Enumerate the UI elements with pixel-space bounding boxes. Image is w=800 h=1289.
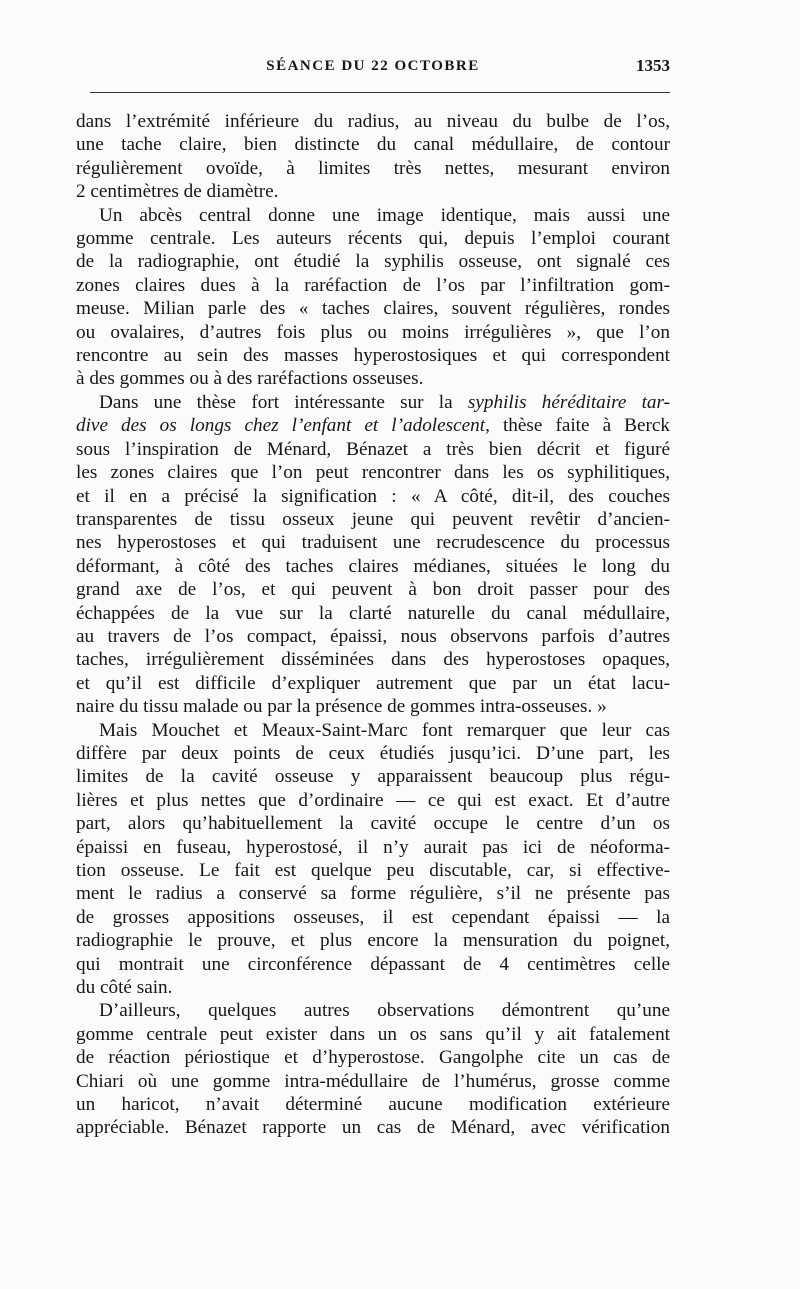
text-line: qui montrait une circonférence dépassant de 4 centimètres celle [76, 953, 670, 975]
text-line: lières et plus nettes que d’ordinaire — ce qui est exact. Et d’autre [76, 789, 670, 811]
text-line: épaissi en fuseau, hyperostosé, il n’y aurait pas ici de néoforma- [76, 836, 670, 858]
text-line: appréciable. Bénazet rapporte un cas de Ménard, avec vérification [76, 1117, 670, 1139]
text-line: Mais Mouchet et Meaux-Saint-Marc font remarquer que leur cas [99, 719, 670, 741]
text-line [76, 414, 670, 437]
page-number: 1353 [636, 56, 670, 75]
text-line: une tache claire, bien distincte du canal médullaire, de contour [76, 134, 670, 156]
text-line: meuse. Milian parle des « taches claires, souvent régulières, rondes [76, 298, 670, 320]
text-line: sous l’inspiration de Ménard, Bénazet a très bien décrit et figuré [76, 438, 670, 460]
text-line: et il en a précisé la signification : « A côté, dit-il, des couches [76, 485, 670, 507]
text-segment: , thèse faite à Berck [485, 415, 670, 437]
italic-title: syphilis héréditaire tar- [467, 391, 671, 413]
text-line: part, alors qu’habituellement la cavité occupe le centre d’un os [76, 813, 670, 835]
page-header [76, 54, 670, 84]
text-line: les zones claires que l’on peut rencontrer dans les os syphilitiques, [76, 462, 670, 484]
text-line: dans l’extrémité inférieure du radius, au niveau du bulbe de l’os, [76, 111, 670, 132]
text-line: un haricot, n’avait déterminé aucune modification extérieure [76, 1094, 670, 1116]
text-line: gomme centrale peut exister dans un os sans qu’il y ait fatalement [76, 1023, 670, 1045]
text-line: Chiari où une gomme intra-médullaire de l’humérus, grosse comme [76, 1070, 670, 1092]
text-line: Un abcès central donne une image identique, mais aussi une [99, 204, 670, 226]
text-line: de la radiographie, ont étudié la syphilis osseuse, ont signalé ces [76, 251, 670, 273]
text-segment: Dans une thèse fort intéressante sur la [99, 391, 468, 413]
italic-title: dive des os longs chez l’enfant et l’adolescent [76, 415, 486, 437]
text-line: D’ailleurs, quelques autres observations démontrent qu’une [99, 1000, 670, 1022]
text-line: régulièrement ovoïde, à limites très nettes, mesurant environ [76, 157, 670, 179]
header-rule [90, 92, 670, 93]
text-line: et qu’il est difficile d’expliquer autrement que par un état lacu- [76, 672, 670, 694]
text-line: de réaction périostique et d’hyperostose. Gangolphe cite un cas de [76, 1047, 670, 1069]
text-line: échappées de la vue sur la clarté naturelle du canal médullaire, [76, 602, 670, 624]
text-line: à des gommes ou à des raréfactions osseuses. [76, 368, 424, 390]
text-line: nes hyperostoses et qui traduisent une recrudescence du processus [76, 532, 670, 554]
body-text [76, 110, 670, 1140]
text-line: ment le radius a conservé sa forme régulière, s’il ne présente pas [76, 883, 670, 905]
text-line: de grosses appositions osseuses, il est cependant épaissi — la [76, 906, 670, 928]
text-line: du côté sain. [76, 977, 173, 999]
running-head: SÉANCE DU 22 OCTOBRE [266, 58, 480, 74]
text-line: au travers de l’os compact, épaissi, nous observons parfois d’autres [76, 625, 670, 647]
text-line: 2 centimètres de diamètre. [76, 181, 279, 203]
text-line: grand axe de l’os, et qui peuvent à bon droit passer pour des [76, 579, 670, 601]
text-line: déformant, à côté des taches claires médianes, situées le long du [76, 555, 670, 577]
text-line: zones claires dues à la raréfaction de l’os par l’infiltration gom- [76, 274, 670, 296]
text-line: limites de la cavité osseuse y apparaissent beaucoup plus régu- [76, 766, 670, 788]
text-line: ou ovalaires, d’autres fois plus ou moins irrégulières », que l’on [76, 321, 670, 343]
text-line: rencontre au sein des masses hyperostosiques et qui correspondent [76, 345, 670, 367]
text-line: naire du tissu malade ou par la présence de gommes intra-osseuses. » [76, 696, 607, 718]
text-line: transparentes de tissu osseux jeune qui peuvent revêtir d’ancien- [76, 508, 670, 530]
text-line: tion osseuse. Le fait est quelque peu discutable, car, si effective- [76, 860, 670, 881]
text-line: taches, irrégulièrement disséminées dans des hyperostoses opaques, [76, 649, 670, 671]
text-line: diffère par deux points de ceux étudiés jusqu’ici. D’une part, les [76, 742, 670, 764]
text-line: gomme centrale. Les auteurs récents qui, depuis l’emploi courant [76, 228, 670, 250]
text-line [76, 391, 670, 414]
text-line: radiographie le prouve, et plus encore la mensuration du poignet, [76, 930, 670, 952]
